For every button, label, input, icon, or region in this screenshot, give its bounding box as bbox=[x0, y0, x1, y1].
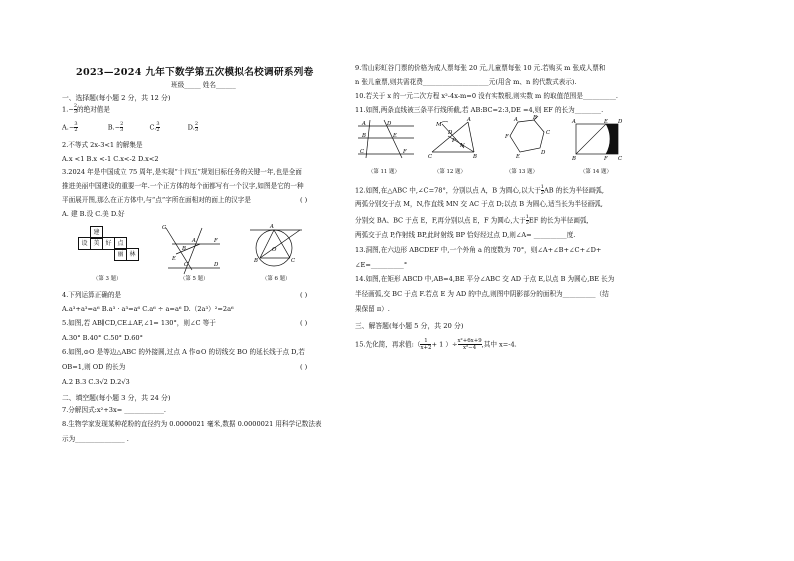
question-6-line-1: 6.如图,⊙O 是等边△ABC 的外接圆,过点 A 作⊙O 的切线交 BO 的延长线于点 D,若 bbox=[62, 348, 305, 356]
question-5-paren: ( ) bbox=[300, 319, 308, 327]
question-15: 15.先化简，再求值:（ $\frac{1}{x+2}$ + 1 ）÷ $\frac{\text{x²+6x+9}}{\text{x²−4}}$ ,其中 x=-4. bbox=[355, 338, 517, 351]
question-12-line-3: 分别交 BA、BC 于点 E，F,再分别以点 E，F 为圆心,大于 $\frac{1}{2}$ EF 的长为半径画弧, bbox=[355, 214, 589, 226]
svg-text:F: F bbox=[403, 149, 407, 155]
question-6-options: A.2 B.3 C.3√2 D.2√3 bbox=[62, 378, 130, 386]
label-a6: A bbox=[270, 224, 274, 230]
question-1-options: A.− $\frac{3}{2}$ B.− $\frac{2}{3}$ C. $\frac{3}{2}$ D. $\frac{2}{3}$ bbox=[62, 121, 198, 133]
figure-3-cube-net bbox=[78, 226, 138, 266]
svg-text:A: A bbox=[514, 117, 518, 123]
section-fill-heading: 二、填空题(每小题 3 分，共 24 分) bbox=[62, 394, 171, 402]
question-1: 1.− $\frac{2}{3}$ 的绝对值是 bbox=[62, 103, 110, 115]
question-12-line-2: 两弧分别交于点 M，N,作直线 MN 交 AC 于点 D;以点 B 为圆心,适当长为半径画弧, bbox=[355, 200, 603, 208]
svg-text:D: D bbox=[448, 130, 453, 136]
net-cell: 美 bbox=[90, 237, 103, 250]
svg-text:A: A bbox=[467, 117, 471, 123]
svg-text:D: D bbox=[618, 119, 623, 125]
question-14-line-2: 半径画弧,交 BC 于点 F.若点 E 为 AD 的中点,则图中阴影部分的面积为__________（结 bbox=[355, 290, 609, 298]
question-6-paren: ( ) bbox=[300, 363, 308, 371]
svg-text:B: B bbox=[572, 156, 576, 162]
svg-text:A: A bbox=[362, 121, 366, 127]
label-g: G bbox=[162, 225, 167, 231]
question-3-line-2: 推进美丽中国建设的重要一年.一个正方体的每个面都写有一个汉字,如图是它的一种 bbox=[62, 182, 304, 190]
svg-text:C: C bbox=[428, 154, 433, 160]
figure-12-caption: （第 12 题） bbox=[434, 169, 466, 175]
question-9-line-1: 9.雪山彩虹谷门票的价格为成人票每张 20 元,儿童票每张 10 元.若购买 m 张成人票和 bbox=[355, 64, 606, 72]
question-3-line-3: 平面展开图,那么在正方体中,与“点”字所在面相对的面上的汉字是 bbox=[62, 196, 251, 204]
question-5: 5.如图,若 AB∥CD,CE⊥AF,∠1= 130°，则∠C 等于 bbox=[62, 319, 216, 327]
svg-text:F: F bbox=[604, 156, 608, 162]
svg-text:P: P bbox=[452, 138, 456, 144]
label-f: F bbox=[214, 238, 218, 244]
label-c: C bbox=[184, 262, 189, 268]
question-2-options: A.x <1 B.x <-1 C.x<-2 D.x<2 bbox=[62, 155, 159, 163]
question-14-line-1: 14.如图,在矩形 ABCD 中,AB=4,BE 平分∠ABC 交 AD 于点 E,以点 B 为圆心,BE 长为 bbox=[355, 275, 615, 283]
net-cell: 建 bbox=[90, 226, 103, 239]
net-cell: 林 bbox=[126, 248, 139, 261]
svg-text:E: E bbox=[393, 133, 397, 139]
svg-text:E: E bbox=[604, 119, 608, 125]
svg-text:B: B bbox=[473, 154, 477, 160]
svg-text:A: A bbox=[572, 119, 576, 125]
figure-5-diagram bbox=[162, 224, 224, 276]
figure-14-caption: （第 14 题） bbox=[580, 169, 612, 175]
figure-3-caption: （第 3 题） bbox=[93, 276, 122, 282]
q1-fraction: $\frac{2}{3}$ bbox=[73, 103, 78, 115]
page-title: 2023—2024 九年下数学第五次模拟名校调研系列卷 bbox=[76, 67, 314, 78]
figure-13-diagram bbox=[500, 116, 554, 160]
question-5-options: A.30° B.40° C.50° D.60° bbox=[62, 334, 143, 342]
shaded-region bbox=[606, 124, 618, 154]
label-c6: C bbox=[291, 258, 296, 264]
question-4: 4.下列运算正确的是 bbox=[62, 291, 122, 299]
label-d: D bbox=[214, 262, 219, 268]
figure-11-diagram bbox=[356, 118, 416, 160]
question-10: 10.若关于 x 的一元二次方程 x²-4x-m=0 没有实数根,则实数 m 的取值范围是__________. bbox=[355, 92, 619, 100]
svg-text:C: C bbox=[360, 149, 365, 155]
question-7: 7.分解因式:x²+3x= ____________. bbox=[62, 406, 166, 414]
section-choice-heading: 一、选择题(每小题 2 分，共 12 分) bbox=[62, 94, 171, 102]
net-cell: 丽 bbox=[114, 248, 127, 261]
question-2: 2.不等式 2x-3<1 的解集是 bbox=[62, 141, 143, 149]
svg-text:M: M bbox=[436, 122, 442, 128]
svg-text:B: B bbox=[533, 115, 537, 121]
question-8-line-1: 8.生物学家发现某种花粉的直径约为 0.0000021 毫米,数据 0.0000021 用科学记数法表 bbox=[62, 420, 322, 428]
figure-6-diagram bbox=[246, 222, 306, 274]
net-cell: 好 bbox=[102, 237, 115, 250]
svg-text:D: D bbox=[541, 150, 546, 156]
svg-text:E: E bbox=[516, 154, 520, 160]
figure-13-caption: （第 13 题） bbox=[506, 169, 538, 175]
label-e: E bbox=[172, 256, 176, 262]
svg-text:C: C bbox=[546, 130, 551, 136]
label-o6: O bbox=[272, 247, 277, 253]
figure-14-diagram bbox=[572, 118, 624, 160]
net-cell: 点 bbox=[114, 237, 127, 250]
question-12-line-1: 12.如图,在△ABC 中,∠C=78°，分别以点 A，B 为圆心,以大于 $\frac{1}{2}$ AB 的长为半径画弧, bbox=[355, 184, 604, 196]
question-13-line-1: 13.洞图,在六边形 ABCDEF 中,一个外角 a 的度数为 70°，则∠A+∠B+∠C+∠D+ bbox=[355, 246, 602, 254]
figure-6-caption: （第 6 题） bbox=[262, 276, 291, 282]
svg-text:B: B bbox=[362, 133, 366, 139]
figure-11-caption: （第 11 题） bbox=[368, 169, 400, 175]
question-3-options: A. 建 B.设 C.美 D.好 bbox=[62, 210, 125, 218]
label-b6: B bbox=[254, 258, 258, 264]
svg-text:F: F bbox=[505, 134, 509, 140]
question-12-line-4: 两弧交于点 P,作射线 BP,此时射线 BP 恰好经过点 D,则∠A= __________度. bbox=[355, 231, 576, 239]
figure-12-diagram bbox=[426, 118, 482, 160]
question-11: 11.如图,两条直线被三条平行线所截,若 AB:BC=2:3,DE =4,则 EF 的长为________. bbox=[355, 106, 604, 114]
question-4-options: A.a³+a³=a⁶ B.a³ · a³=a⁶ C.a⁶ ÷ a=a⁶ D.（2a³）²=2a⁶ bbox=[62, 305, 234, 313]
label-b: B bbox=[182, 246, 186, 252]
svg-text:C: C bbox=[618, 156, 623, 162]
class-name-line: 班级_____ 姓名______ bbox=[171, 81, 236, 89]
question-13-line-2: ∠E=__________° bbox=[355, 261, 408, 269]
label-a: A bbox=[192, 238, 196, 244]
figure-5-caption: （第 5 题） bbox=[180, 276, 209, 282]
question-4-paren: ( ) bbox=[300, 291, 308, 299]
question-3-paren: ( ) bbox=[300, 196, 308, 204]
net-cell: 设 bbox=[78, 237, 91, 250]
svg-text:D: D bbox=[387, 121, 392, 127]
question-6-line-2: OB=1,则 OD 的长为 bbox=[62, 363, 126, 371]
question-14-line-3: 果保留 π）. bbox=[355, 305, 390, 313]
question-3-line-1: 3.2024 年是中国成立 75 周年,是实现“十四五”规划目标任务的关键一年,也是全面 bbox=[62, 168, 302, 176]
question-8-line-2: 示为_______________ . bbox=[62, 435, 129, 443]
question-9-line-2: n 张儿童票,则共需花费____________________元(用含 m、n 的代数式表示). bbox=[355, 78, 577, 86]
svg-text:N: N bbox=[460, 143, 465, 149]
section-answer-heading: 三、解答题(每小题 5 分，共 20 分) bbox=[355, 322, 464, 330]
